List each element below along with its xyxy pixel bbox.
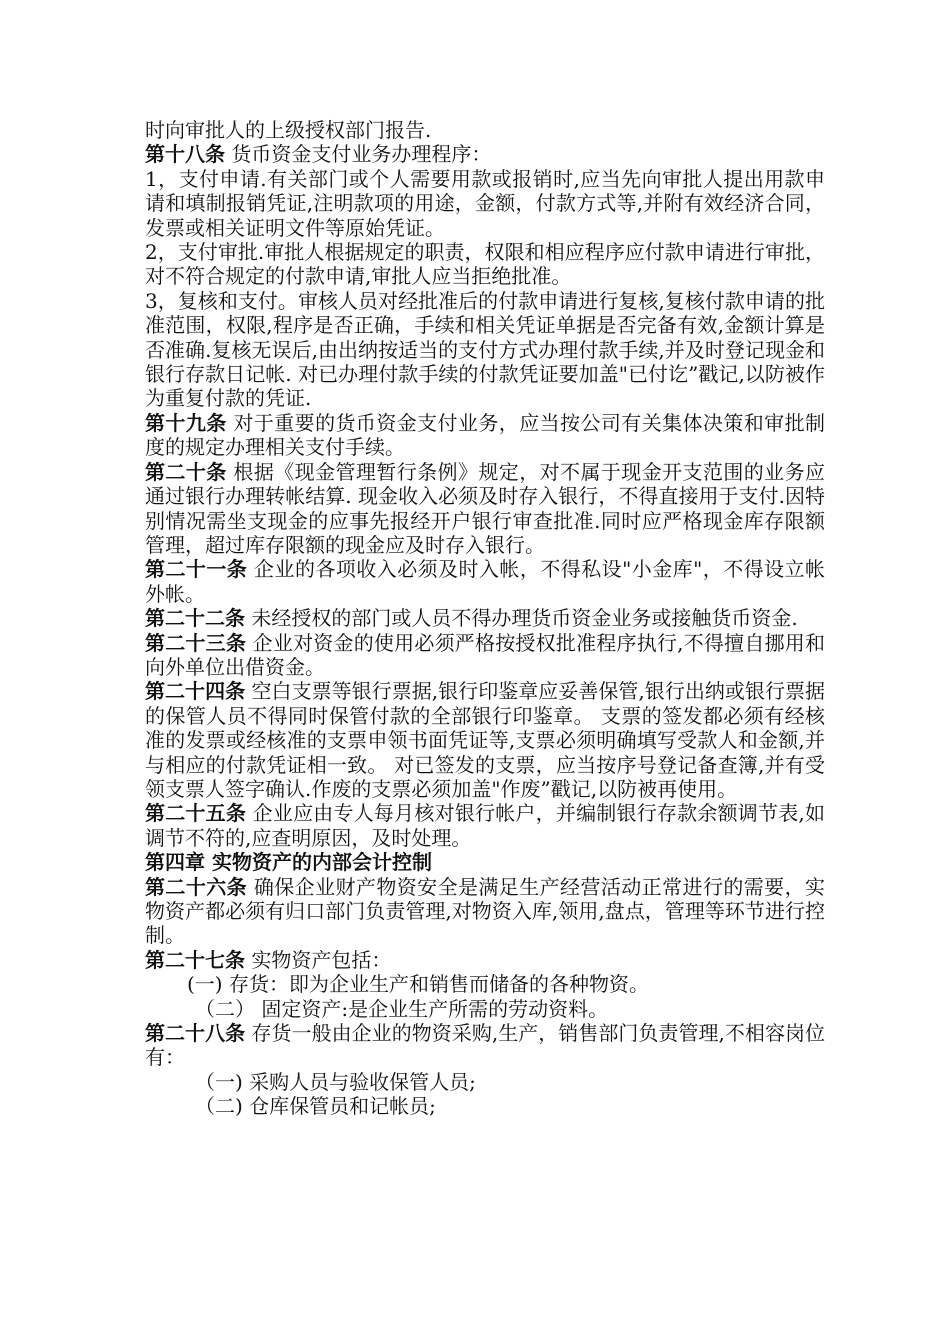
article-26 (145, 875, 825, 948)
article-number: 第二十三条 (145, 630, 247, 655)
article-number: 第二十四条 (145, 679, 246, 704)
paragraph: 时向审批人的上级授权部门报告. (145, 118, 432, 142)
article-number: 第十九条 (145, 410, 227, 435)
article-number: 第十八条 (145, 142, 225, 167)
article-text: 企业对资金的使用必须严格按授权批准程序执行,不得擅自挪用和向外单位出借资金。 (145, 630, 826, 679)
chapter-heading: 第四章 实物资产的内部会计控制 (145, 850, 432, 875)
article-23 (145, 631, 825, 680)
article-text: 根据《现金管理暂行条例》规定，对不属于现金开支范围的业务应通过银行办理转帐结算. 现金收入必须及时存入银行，不得直接用于支付.因特别情况需坐支现金的应事先报经开户银行审查批准.同时应严格现金库存限额管理，超过库存限额的现金应及时存入银行。 (145, 459, 826, 557)
article-text: 企业的各项收入必须及时入帐，不得私设"小金库"，不得设立帐外帐。 (145, 557, 825, 606)
article-number: 第二十条 (145, 459, 227, 484)
document-page (145, 118, 825, 1119)
article-number: 第二十七条 (145, 947, 245, 972)
paragraph: 2，支付审批.审批人根据规定的职责，权限和相应程序应付款申请进行审批，对不符合规定的付款申请,审批人应当拒绝批准。 (145, 240, 825, 289)
article-28 (145, 1021, 825, 1070)
article-text: 空白支票等银行票据,银行印鉴章应妥善保管,银行出纳或银行票据的保管人员不得同时保管付款的全部银行印鉴章。 支票的签发都必须有经核准的发票或经核准的支票申领书面凭证等,支票必须明确填写受款人和金额,并与相应的付款凭证相一致。 对已签发的支票，应当按序号登记备查簿,并有受领支票人签字确认.作废的支票必须加盖"作废”戳记,以防被再使用。 (145, 679, 826, 801)
paragraph: 3，复核和支付。审核人员对经批准后的付款申请进行复核,复核付款申请的批准范围，权限,程序是否正确，手续和相关凭证单据是否完备有效,金额计算是否准确.复核无误后,由出纳按适当的支付方式办理付款手续,并及时登记现金和银行存款日记帐. 对已办理付款手续的付款凭证要加盖"已付讫”戳记,以防被作为重复付款的凭证. (145, 288, 825, 411)
article-27 (145, 948, 825, 972)
article-25 (145, 801, 825, 850)
article-text: 确保企业财产物资安全是满足生产经营活动正常进行的需要，实物资产都必须有归口部门负责管理,对物资入库,领用,盘点，管理等环节进行控制。 (145, 874, 826, 948)
article-text: 实物资产包括： (245, 947, 392, 972)
article-number: 第二十八条 (145, 1021, 246, 1046)
list-item: （二） 固定资产:是企业生产所需的劳动资料。 (195, 996, 609, 1021)
article-20 (145, 460, 825, 558)
article-text: 货币资金支付业务办理程序： (225, 142, 492, 167)
article-number: 第二十一条 (145, 557, 248, 582)
article-22 (145, 606, 825, 630)
article-text: 对于重要的货币资金支付业务，应当按公司有关集体决策和审批制度的规定办理相关支付手续。 (145, 410, 826, 460)
article-21 (145, 557, 825, 606)
article-number: 第二十五条 (145, 801, 247, 826)
article-text: 存货一般由企业的物资采购,生产，销售部门负责管理,不相容岗位有： (145, 1021, 826, 1070)
list-item: （一) 采购人员与验收保管人员; (195, 1069, 476, 1094)
article-number: 第二十六条 (145, 874, 248, 899)
article-number: 第二十二条 (145, 606, 245, 631)
article-text: 未经授权的部门或人员不得办理货币资金业务或接触货币资金. (245, 606, 798, 631)
article-24 (145, 679, 825, 801)
list-item: (一) 存货：即为企业生产和销售而储备的各种物资。 (187, 972, 649, 997)
list-item: （二) 仓库保管员和记帐员; (195, 1094, 436, 1119)
paragraph: 1，支付申请.有关部门或个人需要用款或报销时,应当先向审批人提出用款申请和填制报销凭证,注明款项的用途，金额，付款方式等,并附有效经济合同，发票或相关证明文件等原始凭证。 (145, 166, 825, 240)
article-18 (145, 142, 825, 166)
article-text: 企业应由专人每月核对银行帐户，并编制银行存款余额调节表,如调节不符的,应查明原因，及时处理。 (145, 801, 826, 850)
article-19 (145, 411, 825, 460)
